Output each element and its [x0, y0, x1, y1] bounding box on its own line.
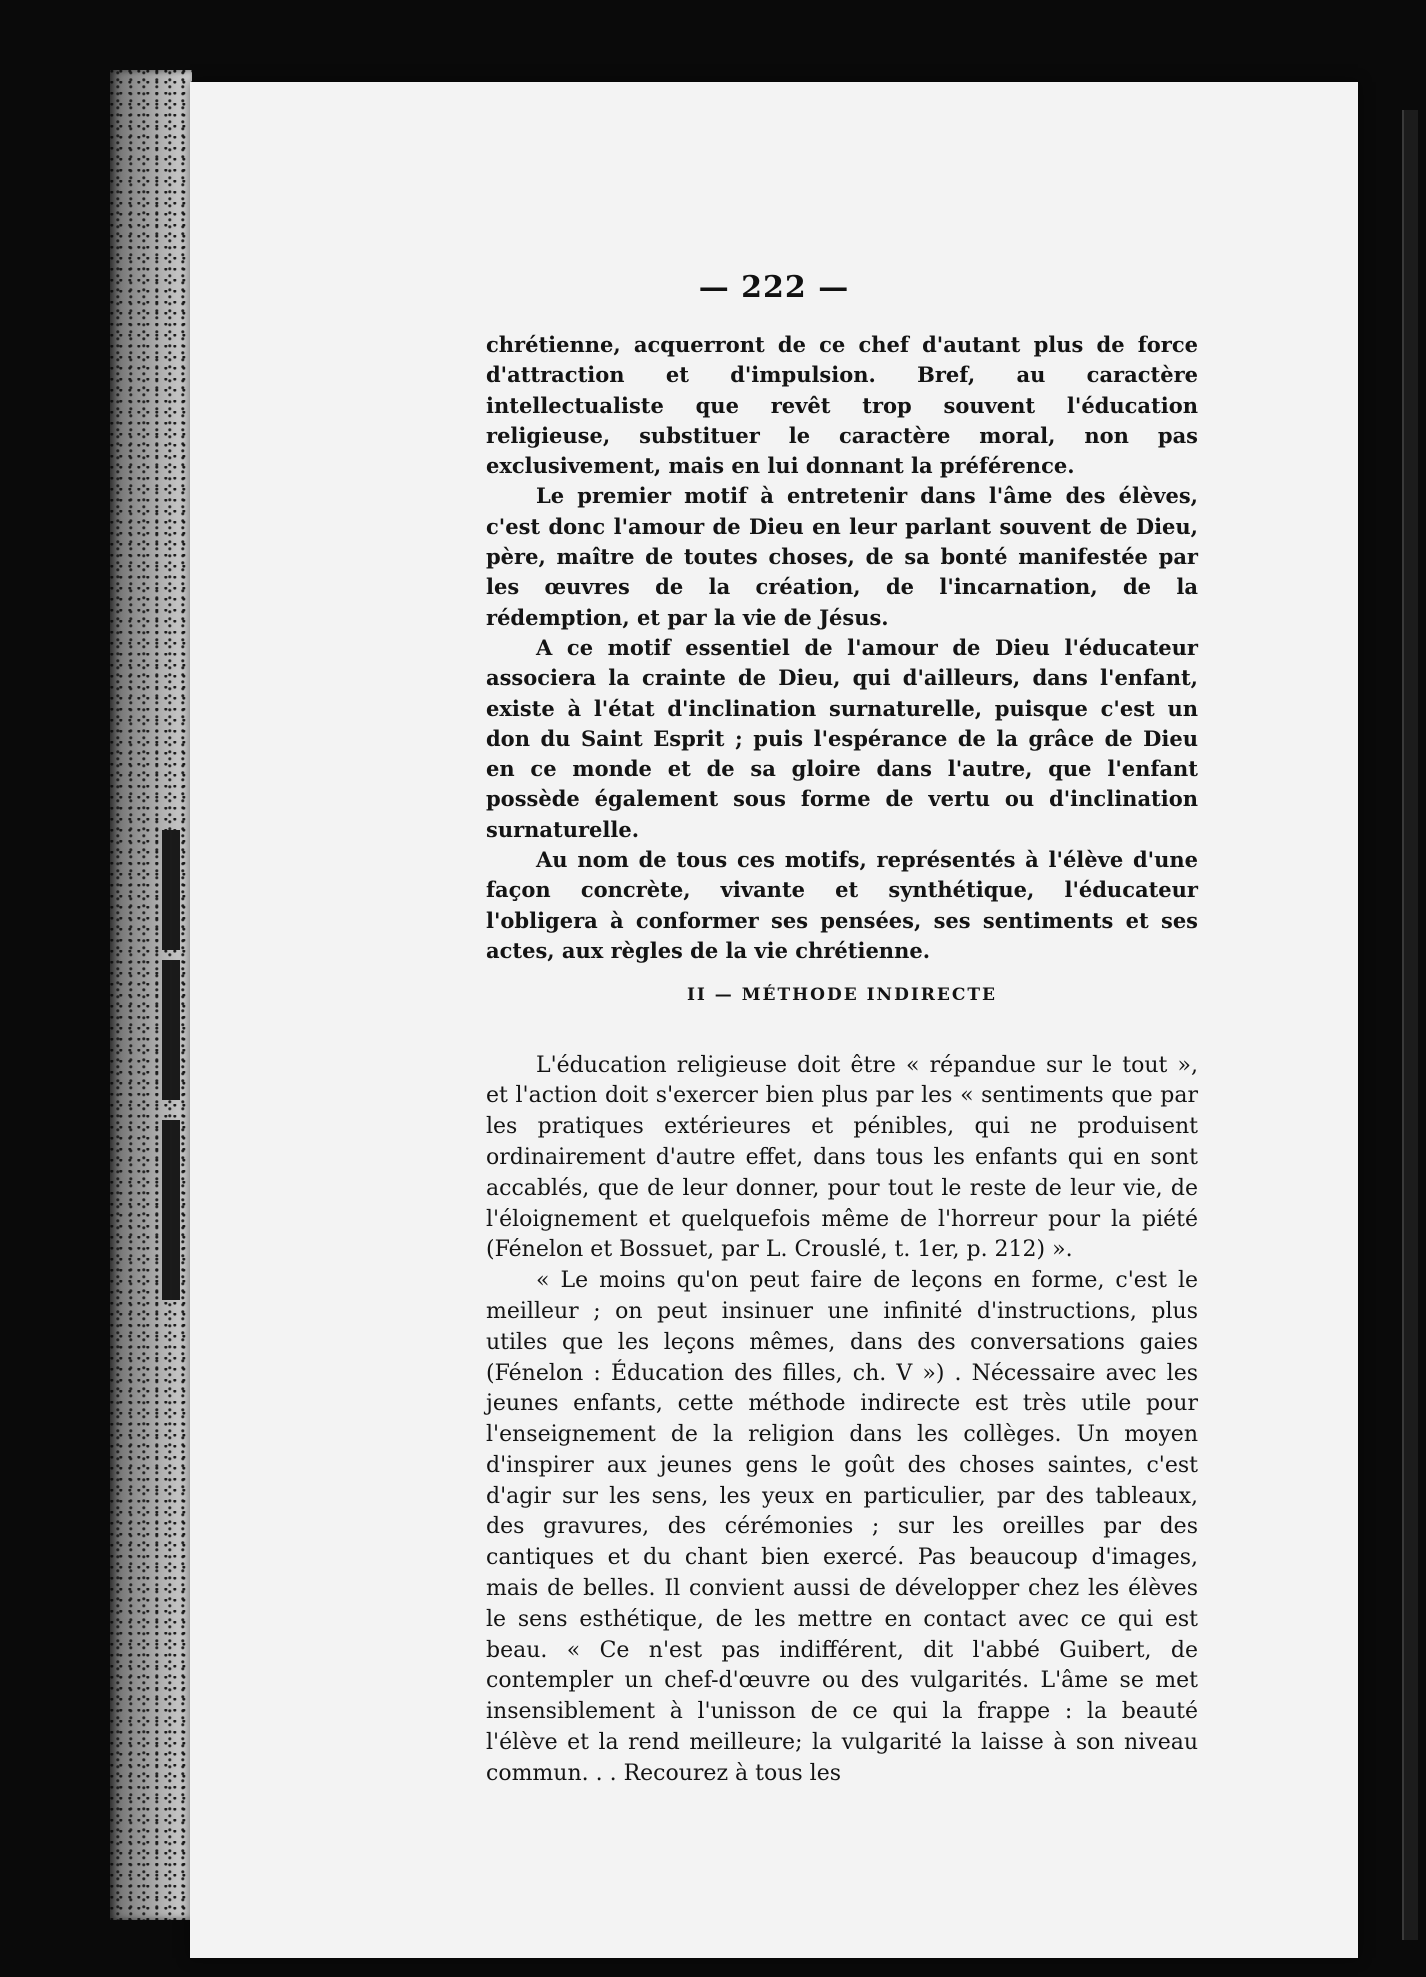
paragraph: L'éducation religieuse doit être « répandue sur le tout », et l'action doit s'exercer bien plus par les « sentiments que par les pratiques extérieures et pénibles, qui ne produisent ordinairement d'autre effet, dans tous les enfants qui en sont accablés, que de leur donner, pour tout le reste de leur vie, de l'éloignement et quelquefois même de l'horreur pour la piété (Fénelon et Bossuet, par L. Crouslé, t. 1er, p. 212) ».: [486, 1052, 1198, 1263]
margin-mark: [162, 1120, 180, 1300]
margin-mark: [162, 830, 180, 950]
section-heading: II — MÉTHODE INDIRECTE: [686, 985, 998, 1006]
scan-left-margin: [110, 70, 192, 1920]
margin-mark: [162, 960, 180, 1100]
section-body: [486, 1051, 1198, 1790]
paragraph: « Le moins qu'on peut faire de leçons en forme, c'est le meilleur ; on peut insinuer une infinité d'instructions, plus utiles que les leçons mêmes, dans des conversations gaies (Fénelon : Éducation des filles, ch. V ») . Nécessaire avec les jeunes enfants, cette méthode indirecte est très utile pour l'enseignement de la religion dans les collèges. Un moyen d'inspirer aux jeunes gens le goût des choses saintes, c'est d'agir sur les sens, les yeux en particulier, par des tableaux, des gravures, des cérémonies ; sur les oreilles par des cantiques et du chant bien exercé. Pas beaucoup d'images, mais de belles. Il convient aussi de développer chez les élèves le sens esthétique, de les mettre en contact avec ce qui est beau. « Ce n'est pas indifférent, dit l'abbé Guibert, de contempler un chef-d'œuvre ou des vulgarités. L'âme se met insensiblement à l'unisson de ce qui la frappe : la beauté l'élève et la rend meilleure; la vulgarité la laisse à son niveau commun. . . Recourez à tous les: [486, 1268, 1198, 1786]
scan-right-edge: [1402, 110, 1418, 1940]
book-page: [190, 82, 1358, 1958]
paragraph: Au nom de tous ces motifs, représentés à l'élève d'une façon concrète, vivante et synthétique, l'éducateur l'obligera à conformer ses pensées, ses sentiments et ses actes, aux règles de la vie chrétienne.: [486, 847, 1198, 963]
page-text: [486, 330, 1198, 1790]
paragraph: chrétienne, acquerront de ce chef d'autant plus de force d'attraction et d'impulsion. Bref, au caractère intellectualiste que revêt trop souvent l'éducation religieuse, substituer le caractère moral, non pas exclusivement, mais en lui donnant la préférence.: [486, 332, 1198, 479]
page-number: — 222 —: [698, 270, 850, 305]
paragraph: A ce motif essentiel de l'amour de Dieu l'éducateur associera la crainte de Dieu, qui d'ailleurs, dans l'enfant, existe à l'état d'inclination surnaturelle, puisque c'est un don du Saint Esprit ; puis l'espérance de la grâce de Dieu en ce monde et de sa gloire dans l'autre, que l'enfant possède également sous forme de vertu ou d'inclination surnaturelle.: [486, 634, 1198, 842]
paragraph: Le premier motif à entretenir dans l'âme des élèves, c'est donc l'amour de Dieu en leur parlant souvent de Dieu, père, maître de toutes choses, de sa bonté manifestée par les œuvres de la création, de l'incarnation, de la rédemption, et par la vie de Jésus.: [486, 483, 1198, 630]
